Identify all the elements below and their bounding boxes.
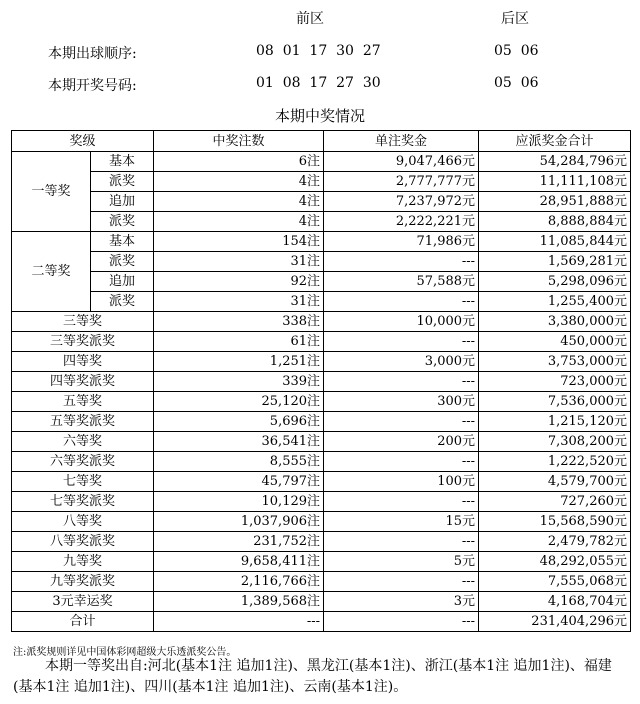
total-prize: 1,569,281元 (479, 252, 631, 272)
total-prize: 231,404,296元 (479, 612, 631, 632)
winner-count: 6注 (154, 152, 324, 172)
unit-prize: 2,222,221元 (324, 212, 479, 232)
prize-level: 三等奖派奖 (12, 332, 154, 352)
winner-count: 31注 (154, 292, 324, 312)
total-prize: 2,479,782元 (479, 532, 631, 552)
winner-count: 1,037,906注 (154, 512, 324, 532)
prize-level: 五等奖 (12, 392, 154, 412)
prize-level: 三等奖 (12, 312, 154, 332)
total-prize: 723,000元 (479, 372, 631, 392)
prize-table (11, 130, 631, 632)
total-prize: 3,380,000元 (479, 312, 631, 332)
col-header-count: 中奖注数 (154, 131, 324, 152)
total-prize: 1,255,400元 (479, 292, 631, 312)
total-prize: 1,215,120元 (479, 412, 631, 432)
table-row (12, 472, 631, 492)
unit-prize: --- (324, 412, 479, 432)
table-row (12, 172, 631, 192)
winner-count: 5,696注 (154, 412, 324, 432)
total-prize: 54,284,796元 (479, 152, 631, 172)
back-area-label: 后区 (501, 11, 529, 27)
prize-sublevel: 派奖 (91, 172, 154, 192)
table-row (12, 612, 631, 632)
total-prize: 3,753,000元 (479, 352, 631, 372)
prize-level: 合计 (12, 612, 154, 632)
draw-order-label: 本期出球顺序: (48, 46, 137, 62)
total-prize: 11,111,108元 (479, 172, 631, 192)
winner-count: 339注 (154, 372, 324, 392)
winner-count: 10,129注 (154, 492, 324, 512)
prize-sublevel: 派奖 (91, 292, 154, 312)
unit-prize: --- (324, 252, 479, 272)
winning-numbers-back: 05 06 (494, 75, 539, 91)
total-prize: 450,000元 (479, 332, 631, 352)
winner-count: 25,120注 (154, 392, 324, 412)
total-prize: 4,168,704元 (479, 592, 631, 612)
prize-level: 六等奖派奖 (12, 452, 154, 472)
prize-level: 四等奖派奖 (12, 372, 154, 392)
table-row (12, 272, 631, 292)
unit-prize: --- (324, 452, 479, 472)
winner-count: 2,116,766注 (154, 572, 324, 592)
prize-sublevel: 派奖 (91, 252, 154, 272)
winning-numbers-label: 本期开奖号码: (48, 78, 137, 94)
unit-prize: 7,237,972元 (324, 192, 479, 212)
table-row (12, 552, 631, 572)
table-row (12, 592, 631, 612)
winner-count: 4注 (154, 212, 324, 232)
unit-prize: --- (324, 372, 479, 392)
winner-count: --- (154, 612, 324, 632)
front-area-label: 前区 (296, 11, 324, 27)
winner-count: 1,251注 (154, 352, 324, 372)
prize-sublevel: 基本 (91, 232, 154, 252)
prize-level: 六等奖 (12, 432, 154, 452)
col-header-level: 奖级 (12, 131, 154, 152)
prize-level: 九等奖派奖 (12, 572, 154, 592)
total-prize: 48,292,055元 (479, 552, 631, 572)
table-row (12, 512, 631, 532)
unit-prize: 15元 (324, 512, 479, 532)
table-row (12, 212, 631, 232)
table-row (12, 252, 631, 272)
winner-count: 4注 (154, 172, 324, 192)
prize-level: 八等奖派奖 (12, 532, 154, 552)
unit-prize: --- (324, 492, 479, 512)
total-prize: 5,298,096元 (479, 272, 631, 292)
total-prize: 7,536,000元 (479, 392, 631, 412)
unit-prize: 3元 (324, 592, 479, 612)
total-prize: 11,085,844元 (479, 232, 631, 252)
prize-level-group: 二等奖 (12, 232, 91, 312)
draw-order-back: 05 06 (494, 43, 539, 59)
unit-prize: --- (324, 292, 479, 312)
first-prize-summary: 本期一等奖出自:河北(基本1注 追加1注)、黑龙江(基本1注)、浙江(基本1注 追加1注)、福建(基本1注 追加1注)、四川(基本1注 追加1注)、云南(基本1注)。 (13, 658, 612, 695)
unit-prize: --- (324, 532, 479, 552)
table-row (12, 572, 631, 592)
total-prize: 15,568,590元 (479, 512, 631, 532)
prize-level-group: 一等奖 (12, 152, 91, 232)
winner-count: 61注 (154, 332, 324, 352)
winner-count: 154注 (154, 232, 324, 252)
table-row (12, 452, 631, 472)
table-row (12, 192, 631, 212)
unit-prize: --- (324, 572, 479, 592)
table-row (12, 492, 631, 512)
total-prize: 4,579,700元 (479, 472, 631, 492)
unit-prize: 2,777,777元 (324, 172, 479, 192)
table-row (12, 432, 631, 452)
total-prize: 1,222,520元 (479, 452, 631, 472)
winner-count: 36,541注 (154, 432, 324, 452)
unit-prize: 3,000元 (324, 352, 479, 372)
unit-prize: 100元 (324, 472, 479, 492)
total-prize: 7,308,200元 (479, 432, 631, 452)
unit-prize: 5元 (324, 552, 479, 572)
winning-numbers-front: 01 08 17 27 30 (256, 75, 381, 91)
prize-sublevel: 追加 (91, 192, 154, 212)
table-row (12, 312, 631, 332)
unit-prize: 300元 (324, 392, 479, 412)
total-prize: 727,260元 (479, 492, 631, 512)
draw-order-front: 08 01 17 30 27 (256, 43, 381, 59)
winner-count: 45,797注 (154, 472, 324, 492)
total-prize: 7,555,068元 (479, 572, 631, 592)
table-row (12, 352, 631, 372)
col-header-total: 应派奖金合计 (479, 131, 631, 152)
table-row (12, 532, 631, 552)
table-row (12, 412, 631, 432)
total-prize: 8,888,884元 (479, 212, 631, 232)
winner-count: 9,658,411注 (154, 552, 324, 572)
unit-prize: --- (324, 332, 479, 352)
prize-level: 四等奖 (12, 352, 154, 372)
table-row (12, 372, 631, 392)
winner-count: 338注 (154, 312, 324, 332)
unit-prize: 9,047,466元 (324, 152, 479, 172)
prize-sublevel: 基本 (91, 152, 154, 172)
col-header-unit: 单注奖金 (324, 131, 479, 152)
winner-count: 231,752注 (154, 532, 324, 552)
table-caption: 本期中奖情况 (274, 107, 365, 125)
footnote: 注:派奖规则详见中国体彩网超级大乐透派奖公告。 (13, 647, 237, 658)
table-row (12, 152, 631, 172)
prize-sublevel: 追加 (91, 272, 154, 292)
prize-level: 七等奖派奖 (12, 492, 154, 512)
table-row (12, 292, 631, 312)
winner-count: 4注 (154, 192, 324, 212)
winner-count: 92注 (154, 272, 324, 292)
prize-level: 五等奖派奖 (12, 412, 154, 432)
winner-count: 8,555注 (154, 452, 324, 472)
prize-level: 七等奖 (12, 472, 154, 492)
table-row (12, 392, 631, 412)
prize-level: 九等奖 (12, 552, 154, 572)
total-prize: 28,951,888元 (479, 192, 631, 212)
table-row (12, 232, 631, 252)
prize-level: 八等奖 (12, 512, 154, 532)
prize-level: 3元幸运奖 (12, 592, 154, 612)
winner-count: 31注 (154, 252, 324, 272)
winner-count: 1,389,568注 (154, 592, 324, 612)
unit-prize: --- (324, 612, 479, 632)
table-header-row (12, 131, 631, 152)
unit-prize: 57,588元 (324, 272, 479, 292)
prize-sublevel: 派奖 (91, 212, 154, 232)
unit-prize: 71,986元 (324, 232, 479, 252)
table-row (12, 332, 631, 352)
unit-prize: 10,000元 (324, 312, 479, 332)
unit-prize: 200元 (324, 432, 479, 452)
